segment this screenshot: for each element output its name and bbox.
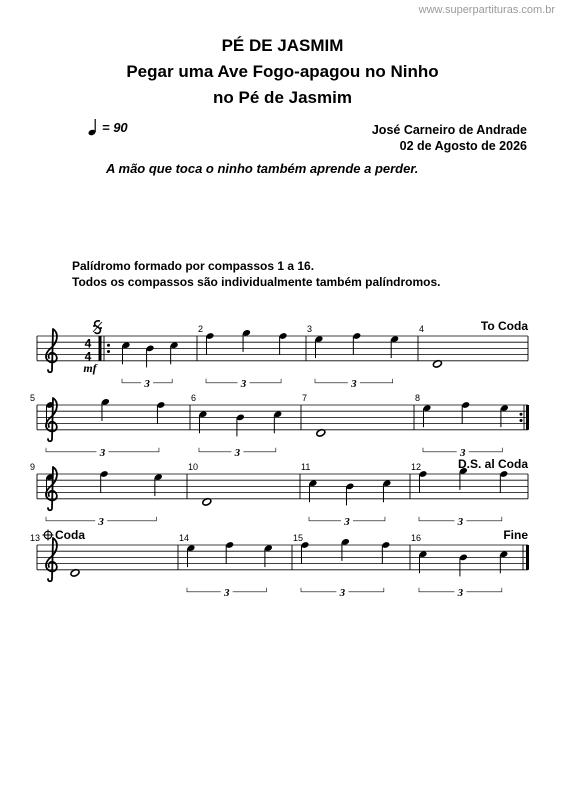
triplet-bracket (419, 588, 454, 592)
triplet-bracket (360, 379, 393, 383)
tempo-text: = 90 (102, 119, 128, 135)
treble-clef-path (46, 538, 57, 581)
triplet-bracket (353, 517, 385, 521)
measure-number-16: 16 (411, 533, 422, 543)
repeat-dot (107, 344, 110, 347)
measure-number-2: 2 (198, 324, 204, 334)
title-line-2: Pegar uma Ave Fogo-apagou no Ninho (126, 62, 439, 81)
measure-2 (205, 329, 287, 383)
staff-system-4 (37, 545, 528, 570)
staff-system-1 (37, 336, 528, 364)
triplet-number: 3 (234, 446, 241, 459)
measure-number-12: 12 (411, 462, 422, 472)
coda-label: Coda (55, 528, 85, 542)
navigation-marking: To Coda (480, 319, 528, 333)
measure-14 (186, 541, 272, 592)
triplet-number: 3 (144, 377, 150, 390)
triplet-bracket (466, 588, 501, 592)
site-url[interactable]: www.superpartituras.com.br (418, 4, 555, 16)
triplet-bracket (206, 379, 238, 383)
triplet-bracket (108, 448, 158, 452)
triplet-bracket (315, 379, 348, 383)
measure-6 (198, 410, 282, 451)
segno-icon (93, 321, 102, 334)
treble-clef-path (46, 329, 57, 372)
measure-number-7: 7 (302, 393, 308, 403)
note-line-2: Todos os compassos são individualmente também palíndromos. (72, 275, 441, 289)
triplet-bracket (233, 588, 267, 592)
triplet-bracket (419, 517, 454, 521)
note-line-1: Palídromo formado por compassos 1 a 16. (72, 259, 315, 273)
navigation-marking: Fine (503, 528, 528, 542)
triplet-bracket (107, 517, 156, 521)
measure-number-9: 9 (30, 462, 36, 472)
triplet-number: 3 (98, 515, 104, 528)
treble-clef-path (46, 467, 57, 510)
triplet-number: 3 (459, 446, 466, 459)
measure-3 (314, 332, 399, 383)
coda-icon (43, 530, 54, 541)
dynamic-mf: mf (83, 360, 97, 375)
triplet-bracket (122, 379, 141, 383)
measure-number-4: 4 (419, 324, 425, 334)
triplet-bracket (301, 588, 336, 592)
measure-number-6: 6 (191, 393, 197, 403)
epigraph: A mão que toca o ninho também aprende a perder. (106, 161, 419, 176)
measure-number-11: 11 (301, 462, 311, 472)
triplet-bracket (187, 588, 221, 592)
triplet-bracket (348, 588, 383, 592)
measure-12 (418, 467, 508, 521)
measure-5 (45, 398, 165, 452)
measure-number-10: 10 (188, 462, 199, 472)
segno-dot (93, 325, 95, 327)
measure-1 (121, 341, 178, 382)
triplet-number: 3 (344, 515, 350, 528)
measure-number-3: 3 (307, 324, 313, 334)
measure-16 (418, 550, 508, 591)
composer-name: José Carneiro de Andrade (371, 123, 527, 137)
triplet-bracket (46, 448, 96, 452)
measure-number-5: 5 (30, 393, 36, 403)
staff-system-3 (37, 474, 528, 499)
composition-date: 02 de Agosto de 2026 (399, 139, 527, 153)
triplet-number: 3 (457, 515, 464, 528)
title-line-1: PÉ DE JASMIM (221, 36, 344, 55)
triplet-bracket (469, 448, 503, 452)
triplet-number: 3 (339, 586, 346, 599)
measure-9 (45, 470, 162, 521)
measure-number-13: 13 (30, 533, 41, 543)
triplet-number: 3 (351, 377, 357, 390)
staff-system-2 (37, 405, 528, 430)
segno-dot (100, 327, 102, 329)
triplet-number: 3 (240, 377, 247, 390)
triplet-bracket (46, 517, 95, 521)
repeat-dot (520, 419, 523, 422)
triplet-number: 3 (457, 586, 464, 599)
time-signature-bottom: 4 (84, 349, 92, 364)
measure-8 (422, 401, 508, 452)
treble-clef-icon (46, 467, 57, 510)
measure-number-14: 14 (179, 533, 190, 543)
measure-11 (308, 479, 391, 520)
triplet-number: 3 (223, 586, 230, 599)
triplet-bracket (199, 448, 231, 452)
triplet-bracket (423, 448, 457, 452)
repeat-dot (107, 350, 110, 353)
measure-number-8: 8 (415, 393, 421, 403)
navigation-marking: D.S. al Coda (457, 457, 528, 471)
repeat-dot (520, 413, 523, 416)
title-line-3: no Pé de Jasmim (213, 88, 352, 107)
triplet-bracket (153, 379, 172, 383)
measure-15 (300, 538, 390, 592)
treble-clef-icon (46, 329, 57, 372)
triplet-number: 3 (99, 446, 106, 459)
triplet-bracket (243, 448, 275, 452)
treble-clef-icon (46, 538, 57, 581)
triplet-bracket (250, 379, 282, 383)
triplet-bracket (309, 517, 341, 521)
time-signature-top: 4 (84, 336, 92, 351)
measure-number-15: 15 (293, 533, 304, 543)
triplet-bracket (466, 517, 501, 521)
